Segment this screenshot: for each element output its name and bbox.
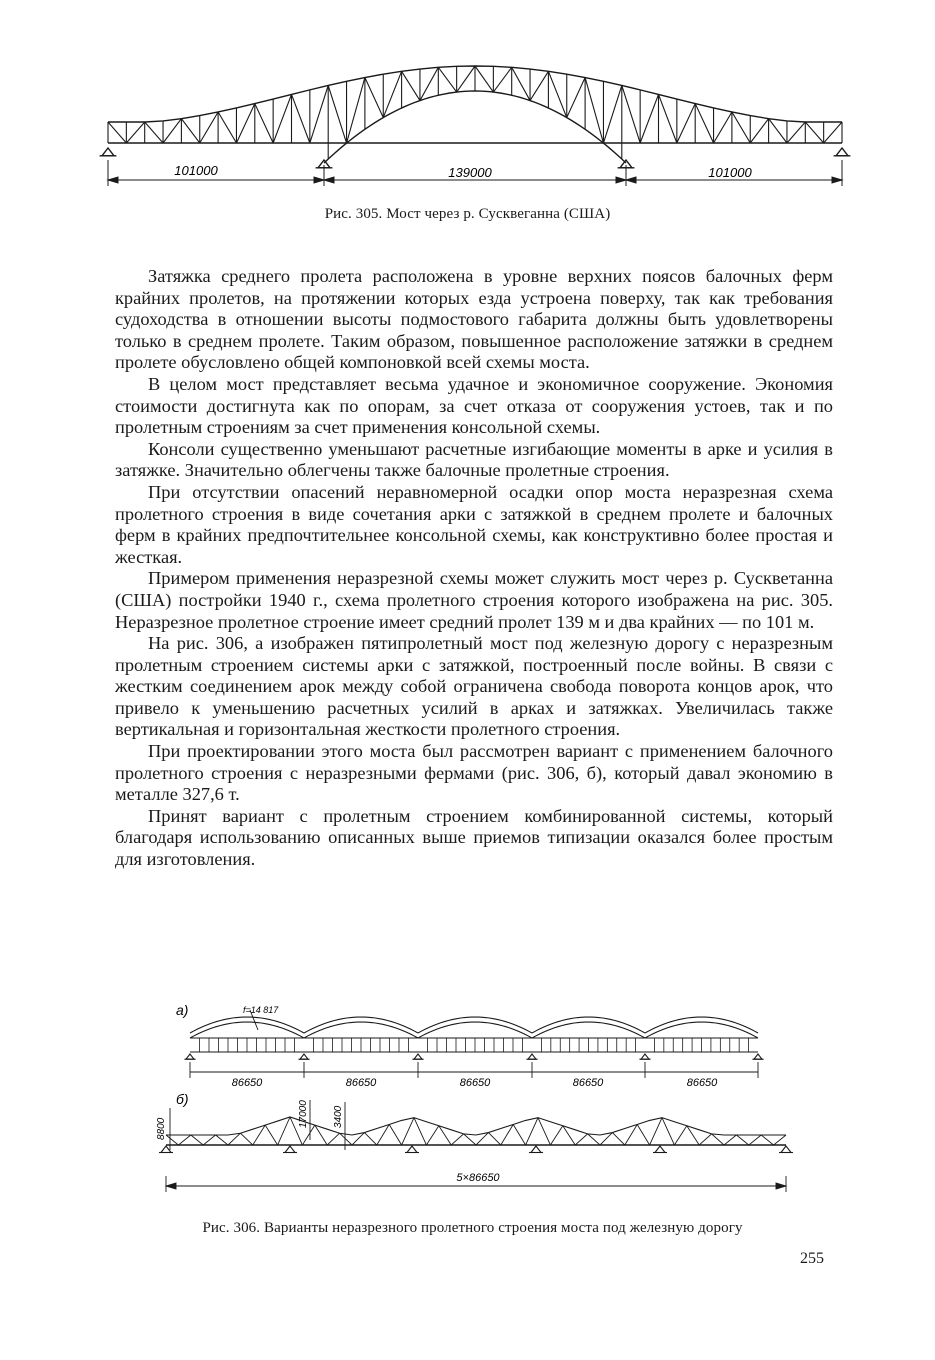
paragraph-6: На рис. 306, а изображен пятипролетный мост под железную дорогу с неразрезным пролетным строением системы арки с затяжкой, построенный после войны. В связи с жестким соединением арок между собой ограничена свобода поворота концов арок, что привело к уменьшению расчетных усилий в арках и затяжках. Увеличилась также вертикальная и горизонтальная жесткости пролетного строения. <box>115 633 833 740</box>
figure-305 <box>0 0 935 200</box>
span-a-1: 86650 <box>231 1077 263 1089</box>
figure-306-label-b: б) <box>176 1091 189 1107</box>
span-a-5: 86650 <box>686 1077 718 1089</box>
dim-mid1-b: 17000 <box>298 1100 309 1128</box>
span-label-left: 101000 <box>174 163 218 178</box>
figure-306 <box>0 990 935 1210</box>
body-text <box>115 266 833 871</box>
total-span-b: 5×86650 <box>456 1172 500 1184</box>
span-a-2: 86650 <box>345 1077 377 1089</box>
figure-306-label-a: а) <box>176 1002 189 1018</box>
span-label-middle: 139000 <box>448 165 492 180</box>
paragraph-1: Затяжка среднего пролета расположена в уровне верхних поясов балочных ферм крайних пролетов, на протяжении которых езда устроена поверху, так как требования судоходства в отношении высоты подмостового габарита должны быть удовлетворены только в среднем пролете. Таким образом, повышенное расположение затяжки в среднем пролете обусловлено общей компоновкой всей схемы моста. <box>115 266 833 373</box>
bridge-306-drawing <box>0 990 935 1210</box>
dim-mid2-b: 3400 <box>333 1105 344 1128</box>
paragraph-4: При отсутствии опасений неравномерной осадки опор моста неразрезная схема пролетного строения в виде сочетания арки с затяжкой в среднем пролете и балочных ферм в крайних предпочтительнее консольной схемы, как конструктивно более простая и жесткая. <box>115 481 833 567</box>
paragraph-3: Консоли существенно уменьшают расчетные изгибающие моменты в арке и усилия в затяжке. Значительно облегчены также балочные пролетные строения. <box>115 438 833 481</box>
paragraph-5: Примером применения неразрезной схемы может служить мост через р. Сускветанна (США) постройки 1940 г., схема пролетного строения которого изображена на рис. 305. Неразрезное пролетное строение имеет средний пролет 139 м и два крайних — по 101 м. <box>115 568 833 632</box>
dim-left-b: 8800 <box>156 1117 167 1140</box>
page-number: 255 <box>800 1250 824 1267</box>
span-a-4: 86650 <box>572 1077 604 1089</box>
span-a-3: 86650 <box>459 1077 491 1089</box>
span-label-right: 101000 <box>708 165 752 180</box>
figure-306-caption: Рис. 306. Варианты неразрезного пролетного строения моста под железную дорогу <box>202 1220 743 1236</box>
figure-305-caption: Рис. 305. Мост через р. Сусквеганна (США) <box>324 206 611 222</box>
paragraph-2: В целом мост представляет весьма удачное и экономичное сооружение. Экономия стоимости достигнута как по опорам, за счет отказа от сооружения устоев, так и по пролетным строениям за счет применения консольной схемы. <box>115 373 833 438</box>
bridge-305-drawing <box>0 0 935 200</box>
arch-rise-label: f=14 817 <box>243 1005 279 1015</box>
paragraph-7: При проектировании этого моста был рассмотрен вариант с применением балочного пролетного строения с неразрезными фермами (рис. 306, б), который давал экономию в металле 327,6 т. <box>115 741 833 805</box>
paragraph-8: Принят вариант с пролетным строением комбинированной системы, который благодаря использованию описанных выше приемов типизации оказался более простым для изготовления. <box>115 805 833 870</box>
